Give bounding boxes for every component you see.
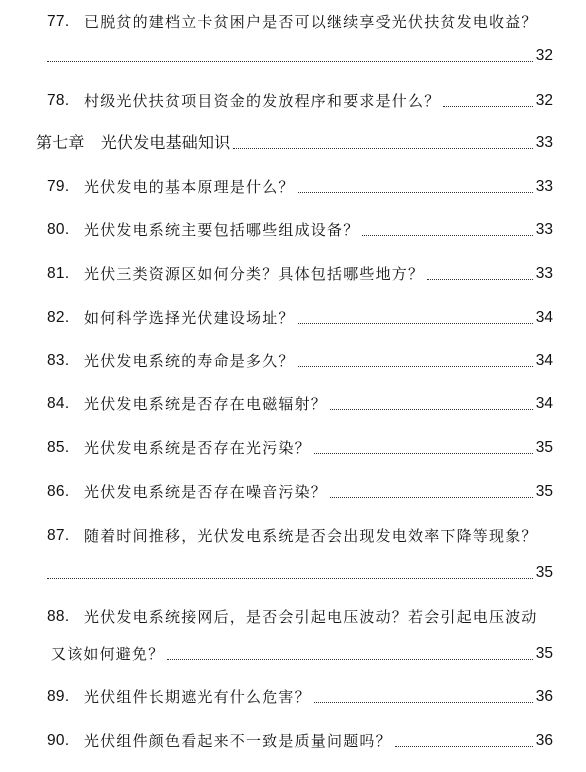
- page-number: 33: [535, 221, 553, 238]
- entry-number: 87.: [47, 527, 70, 544]
- entry-title: 如何科学选择光伏建设场址？: [84, 309, 295, 327]
- toc-entry[interactable]: [0, 218, 586, 242]
- entry-title: 光伏发电系统主要包括哪些组成设备？: [84, 221, 360, 239]
- entry-number: 79.: [47, 178, 70, 195]
- entry-title: 光伏发电系统是否存在噪音污染？: [84, 483, 328, 501]
- entry-number: 80.: [47, 221, 70, 238]
- page-number: 34: [535, 352, 553, 369]
- dot-leader: [362, 235, 532, 236]
- toc-entry[interactable]: [0, 349, 586, 373]
- page-number: 36: [535, 732, 553, 749]
- dot-leader: [298, 323, 533, 324]
- entry-title: 随着时间推移，光伏发电系统是否会出现发电效率下降等现象？: [84, 527, 538, 545]
- entry-number: 90.: [47, 732, 70, 749]
- page-number: 32: [535, 92, 553, 109]
- page-number: 35: [535, 483, 553, 500]
- entry-title: 光伏三类资源区如何分类？具体包括哪些地方？: [84, 265, 425, 283]
- page-number: 33: [535, 265, 553, 282]
- toc-entry[interactable]: [0, 436, 586, 460]
- dot-leader: [298, 366, 533, 367]
- dot-leader: [314, 702, 533, 703]
- dot-leader: [443, 106, 532, 107]
- toc-entry[interactable]: [0, 605, 586, 629]
- dot-leader: [427, 279, 533, 280]
- dot-leader: [47, 578, 533, 579]
- entry-title: 又该如何避免？: [51, 645, 165, 663]
- toc-entry[interactable]: [0, 10, 586, 34]
- dot-leader: [233, 148, 532, 149]
- entry-title: 光伏组件长期遮光有什么危害？: [84, 688, 311, 706]
- chapter-heading[interactable]: [0, 131, 586, 155]
- toc-entry[interactable]: [0, 262, 586, 286]
- toc-entry[interactable]: [0, 306, 586, 330]
- entry-number: 83.: [47, 352, 70, 369]
- dot-leader: [330, 497, 533, 498]
- toc-entry[interactable]: [0, 685, 586, 709]
- toc-entry[interactable]: [0, 392, 586, 416]
- page-number: 33: [535, 178, 553, 195]
- entry-title: 村级光伏扶贫项目资金的发放程序和要求是什么？: [84, 92, 441, 110]
- toc-entry[interactable]: [0, 561, 586, 585]
- dot-leader: [167, 659, 532, 660]
- entry-title: 光伏组件颜色看起来不一致是质量问题吗？: [84, 732, 392, 750]
- page-number: 35: [535, 439, 553, 456]
- dot-leader: [330, 409, 533, 410]
- entry-number: 89.: [47, 688, 70, 705]
- page-number: 34: [535, 309, 553, 326]
- toc-entry[interactable]: [0, 44, 586, 68]
- dot-leader: [298, 192, 533, 193]
- entry-number: 85.: [47, 439, 70, 456]
- chapter-title: 第七章 光伏发电基础知识: [36, 133, 231, 152]
- page-number: 35: [535, 645, 553, 662]
- entry-title: 光伏发电系统是否存在光污染？: [84, 439, 311, 457]
- page-number: 33: [535, 134, 553, 151]
- dot-leader: [47, 61, 533, 62]
- toc-entry[interactable]: [0, 480, 586, 504]
- entry-number: 84.: [47, 395, 70, 412]
- dot-leader: [314, 453, 533, 454]
- entry-title: 已脱贫的建档立卡贫困户是否可以继续享受光伏扶贫发电收益？: [84, 13, 538, 31]
- entry-number: 82.: [47, 309, 70, 326]
- entry-number: 81.: [47, 265, 70, 282]
- toc-entry[interactable]: [0, 524, 586, 548]
- page-number: 35: [535, 564, 553, 581]
- page-number: 36: [535, 688, 553, 705]
- page-number: 32: [535, 47, 553, 64]
- entry-title: 光伏发电的基本原理是什么？: [84, 178, 295, 196]
- toc-entry[interactable]: [0, 642, 586, 666]
- page-number: 34: [535, 395, 553, 412]
- toc-entry[interactable]: [0, 89, 586, 113]
- toc-entry[interactable]: [0, 729, 586, 753]
- entry-title: 光伏发电系统接网后，是否会引起电压波动？若会引起电压波动: [84, 608, 538, 626]
- entry-number: 78.: [47, 92, 70, 109]
- dot-leader: [395, 746, 533, 747]
- entry-number: 88.: [47, 608, 70, 625]
- entry-title: 光伏发电系统的寿命是多久？: [84, 352, 295, 370]
- entry-title: 光伏发电系统是否存在电磁辐射？: [84, 395, 328, 413]
- entry-number: 77.: [47, 13, 70, 30]
- entry-number: 86.: [47, 483, 70, 500]
- toc-entry[interactable]: [0, 175, 586, 199]
